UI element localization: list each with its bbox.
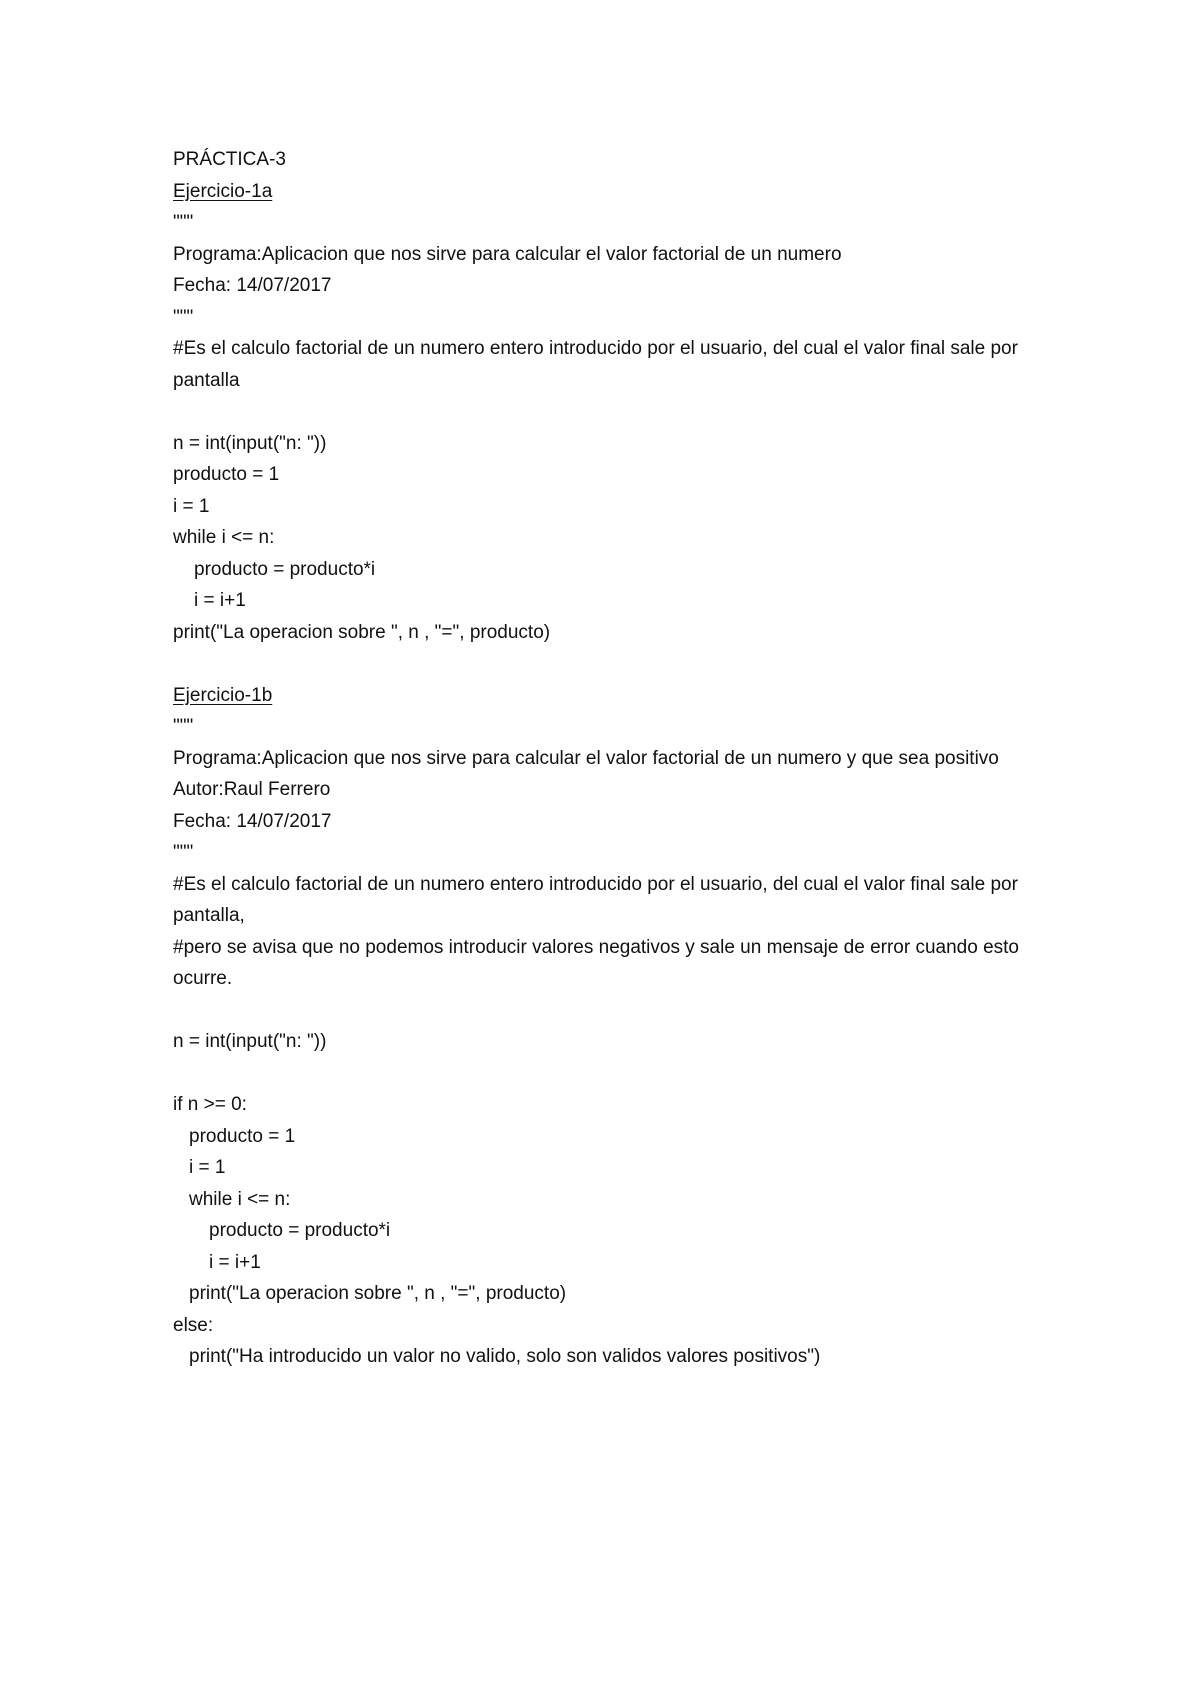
spacer: [173, 648, 1053, 680]
document-title: PRÁCTICA-3: [173, 149, 286, 170]
ex1b-docstring-close: """: [173, 842, 194, 863]
ex1a-programa: Programa:Aplicacion que nos sirve para calcular el valor factorial de un numero: [173, 243, 842, 265]
ex1a-code-line: i = i+1: [194, 590, 246, 611]
ex1a-code-line: while i <= n:: [173, 527, 275, 548]
ex1a-docstring-open: """: [173, 212, 194, 233]
ex1b-code-input: n = int(input("n: ")): [173, 1031, 327, 1052]
ex1a-comment: #Es el calculo factorial de un numero entero introducido por el usuario, del cual el valor final sale por pantalla: [173, 338, 1018, 391]
spacer: [173, 1058, 1053, 1090]
document-body: [173, 144, 1053, 1373]
ex1b-fecha: Fecha: 14/07/2017: [173, 810, 332, 832]
ex1a-code-line: print("La operacion sobre ", n , "=", producto): [173, 621, 551, 643]
ex1b-code-line: while i <= n:: [189, 1188, 291, 1210]
ex1a-code-line: i = 1: [173, 495, 210, 517]
spacer: [173, 995, 1053, 1027]
ex1b-code-line: print("La operacion sobre ", n , "=", producto): [189, 1283, 567, 1304]
ex1b-code-line: i = i+1: [209, 1251, 261, 1273]
ex1b-code-line: if n >= 0:: [173, 1094, 247, 1115]
ex1b-comment-2: #pero se avisa que no podemos introducir valores negativos y sale un mensaje de error cuando esto ocurre.: [173, 936, 1020, 989]
ex1b-heading: Ejercicio-1b: [173, 684, 273, 706]
ex1b-code-line: producto = 1: [189, 1125, 296, 1147]
ex1b-docstring-open: """: [173, 716, 194, 737]
ex1b-autor: Autor:Raul Ferrero: [173, 779, 331, 800]
ex1a-code-line: producto = 1: [173, 464, 280, 485]
ex1a-docstring-close: """: [173, 306, 194, 328]
spacer: [173, 396, 1053, 428]
ex1b-comment-1: #Es el calculo factorial de un numero entero introducido por el usuario, del cual el valor final sale por pantalla,: [173, 873, 1018, 926]
ex1b-code-line: else:: [173, 1314, 214, 1336]
ex1a-code-line: n = int(input("n: ")): [173, 432, 327, 454]
ex1b-programa: Programa:Aplicacion que nos sirve para calcular el valor factorial de un numero y que sea positivo: [173, 747, 999, 769]
ex1b-code-line: producto = producto*i: [209, 1220, 391, 1241]
ex1a-code-line: producto = producto*i: [194, 558, 376, 580]
ex1a-heading: Ejercicio-1a: [173, 180, 273, 202]
ex1b-code-line: i = 1: [189, 1157, 226, 1178]
ex1a-fecha: Fecha: 14/07/2017: [173, 275, 332, 296]
ex1b-code-line: print("Ha introducido un valor no valido, solo son validos valores positivos"): [189, 1346, 821, 1367]
